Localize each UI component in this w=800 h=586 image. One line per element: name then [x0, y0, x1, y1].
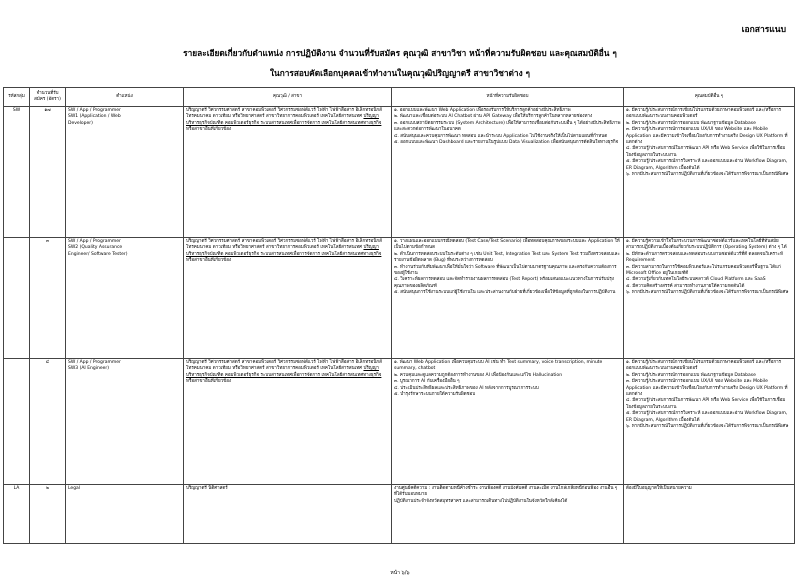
- attachment-label: เอกสารแนบ: [741, 25, 786, 35]
- requirement-item: ต้องมีใบอนุญาตให้เป็นทนายความ: [626, 486, 692, 491]
- header-qualification: คุณวุฒิ / สาขา: [184, 88, 392, 107]
- position-line: SW / App / Programmer: [68, 108, 121, 113]
- requirement-item: ๔. มีความรู้/ประสบการณ์ในการพัฒนา API หรือ Web Service เพื่อใช้ในการเชื่อมโยงข้อมูลภายในระบบงาน: [626, 398, 786, 410]
- header-other-requirements: คุณสมบัติอื่น ๆ: [624, 88, 795, 107]
- duty-item: ๓. ทำงานร่วมกับทีมพัฒนาเพื่อให้มั่นใจว่า Software ที่พัฒนาเป็นไปตามมาตรฐานคุณภาพ และตรงกับความต้องการของผู้ใช้งาน: [394, 264, 617, 277]
- requirement-item: ๓. มีความสามารถในการใช้คอมพิวเตอร์และโปรแกรมคอมพิวเตอร์พื้นฐาน ได้แก่ Microsoft Office อยู่ในเกณฑ์ดี: [626, 264, 781, 277]
- qualification-normal: ปริญญาตรี วิศวกรรมศาสตร์ สาขาคอมพิวเตอร์ วิศวกรรมซอฟต์แวร์ ไฟฟ้า ไฟฟ้าสื่อสาร อิเล็กทรอนิกส์ โทรคมนาคม ดาวเทียม หรือวิทยาศาสตร์ สาขาวิทยาการคอมพิวเตอร์ เทคโนโลยีสารสนเทศ: [186, 239, 382, 251]
- qualification-underlined: ปริญญาบริหารธุรกิจบัณฑิต คอมพิวเตอร์ธุรกิจ ระบบสารสนเทศเพื่อการจัดการ เทคโนโลยีสารสนเทศทางธุรกิจ: [186, 114, 382, 126]
- position-line: SW2 (Quality Assurance: [68, 245, 123, 251]
- qualification-normal: ปริญญาตรี นิติศาสตร์: [186, 486, 228, 491]
- duty-item: ๒. ควบคุมและดูแลความถูกต้องการทำงานของ AI เพื่อป้องกันและแก้ไข Hallucination: [394, 372, 563, 378]
- page-number: หน้า ๖/๖: [390, 570, 410, 576]
- duty-item: ๓. ออกแบบสถาปัตยกรรมระบบ (System Architecture) เพื่อให้สามารถเชื่อมต่อกับระบบอื่น ๆ ได้อย่างมีประสิทธิภาพ และสะดวกต่อการพัฒนาในอนาคต: [394, 120, 621, 133]
- requirement-item: ๖. หากมีประสบการณ์ในการปฏิบัติงานที่เกี่ยวข้องจะได้รับการพิจารณาเป็นกรณีพิเศษ: [626, 172, 789, 178]
- requirement-item: ๕. มีความคิดสร้างสรรค์ สามารถทำงานภายใต้ความกดดันได้: [626, 283, 745, 289]
- duty-item: ๒. ดำเนินการทดสอบระบบในระดับต่าง ๆ เช่น Unit Test, Integration Test และ System Test รวมถึงตรวจสอบและรายงานข้อผิดพลาด (Bug) ที่พบระหว่างการทดสอบ: [394, 251, 620, 264]
- qualification-cell: [184, 107, 392, 238]
- document-title-line2: ในการสอบคัดเลือกบุคคลเข้าทำงานในคุณวุฒิปริญญาตรี สาขาวิชาต่าง ๆ: [270, 68, 530, 78]
- duty-item: ๑. ออกแบบและพัฒนา Web Application เพื่อรองรับการให้บริการลูกค้าอย่างมีประสิทธิภาพ: [394, 108, 571, 113]
- requirement-item: ๑. มีความรู้/ประสบการณ์การเขียนโปรแกรมด้วยภาษาคอมพิวเตอร์ และ/หรือการออกแบบพัฒนาระบบงานคอมพิวเตอร์: [626, 108, 782, 120]
- table-row: [4, 107, 795, 238]
- header-duties: หน้าที่ความรับผิดชอบ: [392, 88, 624, 107]
- qualification-cell: [184, 359, 392, 485]
- group-code-cell: SW: [4, 107, 30, 238]
- group-code-cell: [4, 238, 30, 359]
- other-requirements-cell: [624, 485, 795, 544]
- duty-item: ๔. วิเคราะห์ผลการทดสอบ และจัดทำรายงานผลการทดสอบ (Test Report) พร้อมเสนอแนะแนวทางในการปรับปรุงคุณภาพของผลิตภัณฑ์: [394, 277, 614, 289]
- table-header-row: [4, 88, 795, 107]
- group-code-cell: LA: [4, 485, 30, 544]
- qualification-cell: [184, 238, 392, 359]
- duty-item: ๕. ออกแบบและพัฒนา Dashboard และรายงานในรูปแบบ Data Visualization เพื่อสนับสนุนการตัดสินใจทางธุรกิจ: [394, 140, 619, 146]
- duty-item: งานศูนย์คดีความ : งานติดตามหนี้ค้างชำระ งานฟ้องคดี งานบังคับคดี งานละเมิด งานไกล่เกลี่ยหนี้ก่อนฟ้อง งานอื่น ๆ ที่ได้รับมอบหมาย: [394, 486, 618, 498]
- count-cell: ๒: [30, 485, 66, 544]
- requirement-item: ๑. มีความรู้/ประสบการณ์การเขียนโปรแกรมด้วยภาษาคอมพิวเตอร์ และ/หรือการออกแบบพัฒนาระบบงานคอมพิวเตอร์: [626, 360, 782, 372]
- position-line: SW / App / Programmer: [68, 360, 121, 365]
- position-line: Engineer/ Software Tester): [68, 251, 128, 257]
- position-line: Legal: [68, 486, 81, 491]
- duty-item: ๒. พัฒนาและเชื่อมต่อระบบ AI Chatbot ผ่าน API Gateway เพื่อให้บริการลูกค้าในหลากหลายช่องทาง: [394, 114, 593, 120]
- qualification-underlined: ปริญญาบริหารธุรกิจบัณฑิต คอมพิวเตอร์ธุรกิจ ระบบสารสนเทศเพื่อการจัดการ เทคโนโลยีสารสนเทศทางธุรกิจ: [186, 366, 382, 378]
- qualification-normal: ปริญญาตรี วิศวกรรมศาสตร์ สาขาคอมพิวเตอร์ วิศวกรรมซอฟต์แวร์ ไฟฟ้า ไฟฟ้าสื่อสาร อิเล็กทรอนิกส์ โทรคมนาคม ดาวเทียม หรือวิทยาศาสตร์ สาขาวิทยาการคอมพิวเตอร์ เทคโนโลยีสารสนเทศ: [186, 360, 382, 372]
- count-cell: ๔: [30, 359, 66, 485]
- count-cell: ๑๗: [30, 107, 66, 238]
- table-row: [4, 485, 795, 544]
- qualification-normal: ปริญญาตรี วิศวกรรมศาสตร์ สาขาคอมพิวเตอร์ วิศวกรรมซอฟต์แวร์ ไฟฟ้า ไฟฟ้าสื่อสาร อิเล็กทรอนิกส์ โทรคมนาคม ดาวเทียม หรือวิทยาศาสตร์ สาขาวิทยาการคอมพิวเตอร์ เทคโนโลยีสารสนเทศ: [186, 108, 382, 120]
- table-row: [4, 238, 795, 359]
- qualification-tail: หรือสาขาอื่นที่เกี่ยวข้อง: [186, 127, 232, 133]
- requirement-item: ๒. มีทักษะด้านการตรวจสอบและทดสอบระบบงานซอฟต์แวร์ที่ดี ตลอดจนวิเคราะห์ Requirement: [626, 251, 783, 264]
- duties-cell: [392, 359, 624, 485]
- requirement-item: ๓. มีความรู้/ประสบการณ์การออกแบบ UX/UI ของ Website และ Mobile Application และมีความเข้าใจเชื่อมโยงกับการทำงานจริง Design UX Platform ที่แตกต่าง: [626, 379, 788, 398]
- group-code-cell: [4, 359, 30, 485]
- duty-item: ๔. ประเมินประสิทธิผลและประสิทธิภาพของ AI หลังจากการบูรณาการระบบ: [394, 385, 539, 391]
- positions-table: [3, 87, 795, 544]
- position-cell: [66, 485, 184, 544]
- qualification-cell: [184, 485, 392, 544]
- requirement-item: ๒. มีความรู้/ประสบการณ์การออกแบบ พัฒนาฐานข้อมูล Database: [626, 372, 756, 378]
- requirement-item: ๕. มีความรู้/ประสบการณ์การวิเคราะห์ และออกแบบและอ่าน Workflow Diagram, ER Diagram, Algorithm เบื้องต้นได้: [626, 411, 788, 423]
- duty-item: ๓. บูรณาการ AI กับเครื่องมืออื่น ๆ: [394, 379, 460, 385]
- duties-cell: [392, 238, 624, 359]
- requirement-item: ๑. มีความรู้ความเข้าใจในกระบวนการพัฒนาซอฟต์แวร์และเทคโนโลยีที่ทันสมัย สามารถปฏิบัติงานเบื้องต้นเกี่ยวกับระบบปฏิบัติการ (Operating System) ต่าง ๆ ได้: [626, 239, 787, 251]
- position-line: SW / App / Programmer: [68, 239, 121, 244]
- requirement-item: ๔. มีความรู้/ประสบการณ์ในการพัฒนา API หรือ Web Service เพื่อใช้ในการเชื่อมโยงข้อมูลภายในระบบงาน: [626, 146, 786, 158]
- other-requirements-cell: [624, 359, 795, 485]
- other-requirements-cell: [624, 238, 795, 359]
- header-group-code: รหัสกลุ่ม: [4, 88, 30, 107]
- requirement-item: ๕. มีความรู้/ประสบการณ์การวิเคราะห์ และออกแบบและอ่าน Workflow Diagram, ER Diagram, Algorithm เบื้องต้นได้: [626, 159, 788, 171]
- position-line: SW3 (AI Engineer): [68, 366, 109, 372]
- qualification-underlined: ปริญญาบริหารธุรกิจบัณฑิต คอมพิวเตอร์ธุรกิจ ระบบสารสนเทศเพื่อการจัดการ เทคโนโลยีสารสนเทศทางธุรกิจ: [186, 245, 382, 257]
- requirement-item: ๒. มีความรู้/ประสบการณ์การออกแบบ พัฒนาฐานข้อมูล Database: [626, 120, 756, 126]
- duty-item: ๑. วางแผนและออกแบบกรณีทดสอบ (Test Case/Test Scenario) เพื่อทดสอบคุณภาพของระบบและ Application ให้เป็นไปตามข้อกำหนด: [394, 239, 620, 251]
- requirement-item: ๖. หากมีประสบการณ์ในการปฏิบัติงานที่เกี่ยวข้องจะได้รับการพิจารณาเป็นกรณีพิเศษ: [626, 290, 789, 296]
- position-line: Developer): [68, 120, 93, 126]
- duty-item: ปฏิบัติงานประจำจังหวัดสมุทรสาคร และสามารถเดินทางไปปฏิบัติงานในจังหวัดใกล้เคียงได้: [394, 498, 568, 504]
- position-cell: [66, 107, 184, 238]
- header-position: ตำแหน่ง: [66, 88, 184, 107]
- duties-cell: [392, 107, 624, 238]
- other-requirements-cell: [624, 107, 795, 238]
- header-count: จำนวนที่รับสมัคร (อัตรา): [30, 88, 66, 107]
- count-cell: ๓: [30, 238, 66, 359]
- requirement-item: ๓. มีความรู้/ประสบการณ์การออกแบบ UX/UI ของ Website และ Mobile Application และมีความเข้าใจเชื่อมโยงกับการทำงานจริง Design UX Platform ที่แตกต่าง: [626, 127, 788, 146]
- qualification-tail: หรือสาขาอื่นที่เกี่ยวข้อง: [186, 258, 232, 264]
- position-line: SW1 (Application / Web: [68, 114, 121, 120]
- requirement-item: ๔. มีความรู้เกี่ยวกับเทคโนโลยีระบบคลาวด์ Cloud Platform และ SaaS: [626, 277, 766, 283]
- duty-item: ๕. บำรุงรักษาระบบภายใต้ความรับผิดชอบ: [394, 392, 476, 398]
- qualification-tail: หรือสาขาอื่นที่เกี่ยวข้อง: [186, 379, 232, 385]
- duty-item: ๑. พัฒนา Web Application เพื่อควบคุมระบบ AI เช่น ทำ Text summary, voice transcription, minute summary, chatbot: [394, 360, 603, 372]
- duty-item: ๔. สนับสนุนและควบคุมการพัฒนา ทดสอบ และนำระบบ Application ไปใช้งานจริงให้เป็นไปตามแผนที่กำหนด: [394, 133, 608, 139]
- duties-cell: [392, 485, 624, 544]
- position-cell: [66, 359, 184, 485]
- duty-item: ๕. สนับสนุนการใช้งานระบบแก่ผู้ใช้งานใน และประสานงานกับฝ่ายที่เกี่ยวข้องเพื่อให้ข้อมูลที่ถูกต้องในการปฏิบัติงาน: [394, 290, 616, 296]
- table-row: [4, 359, 795, 485]
- position-cell: [66, 238, 184, 359]
- requirement-item: ๖. หากมีประสบการณ์ในการปฏิบัติงานที่เกี่ยวข้องจะได้รับการพิจารณาเป็นกรณีพิเศษ: [626, 424, 789, 430]
- document-title-line1: รายละเอียดเกี่ยวกับตำแหน่ง การปฏิบัติงาน จำนวนที่รับสมัคร คุณวุฒิ สาขาวิชา หน้าที่ความรับผิดชอบ และคุณสมบัติอื่น ๆ: [183, 48, 617, 58]
